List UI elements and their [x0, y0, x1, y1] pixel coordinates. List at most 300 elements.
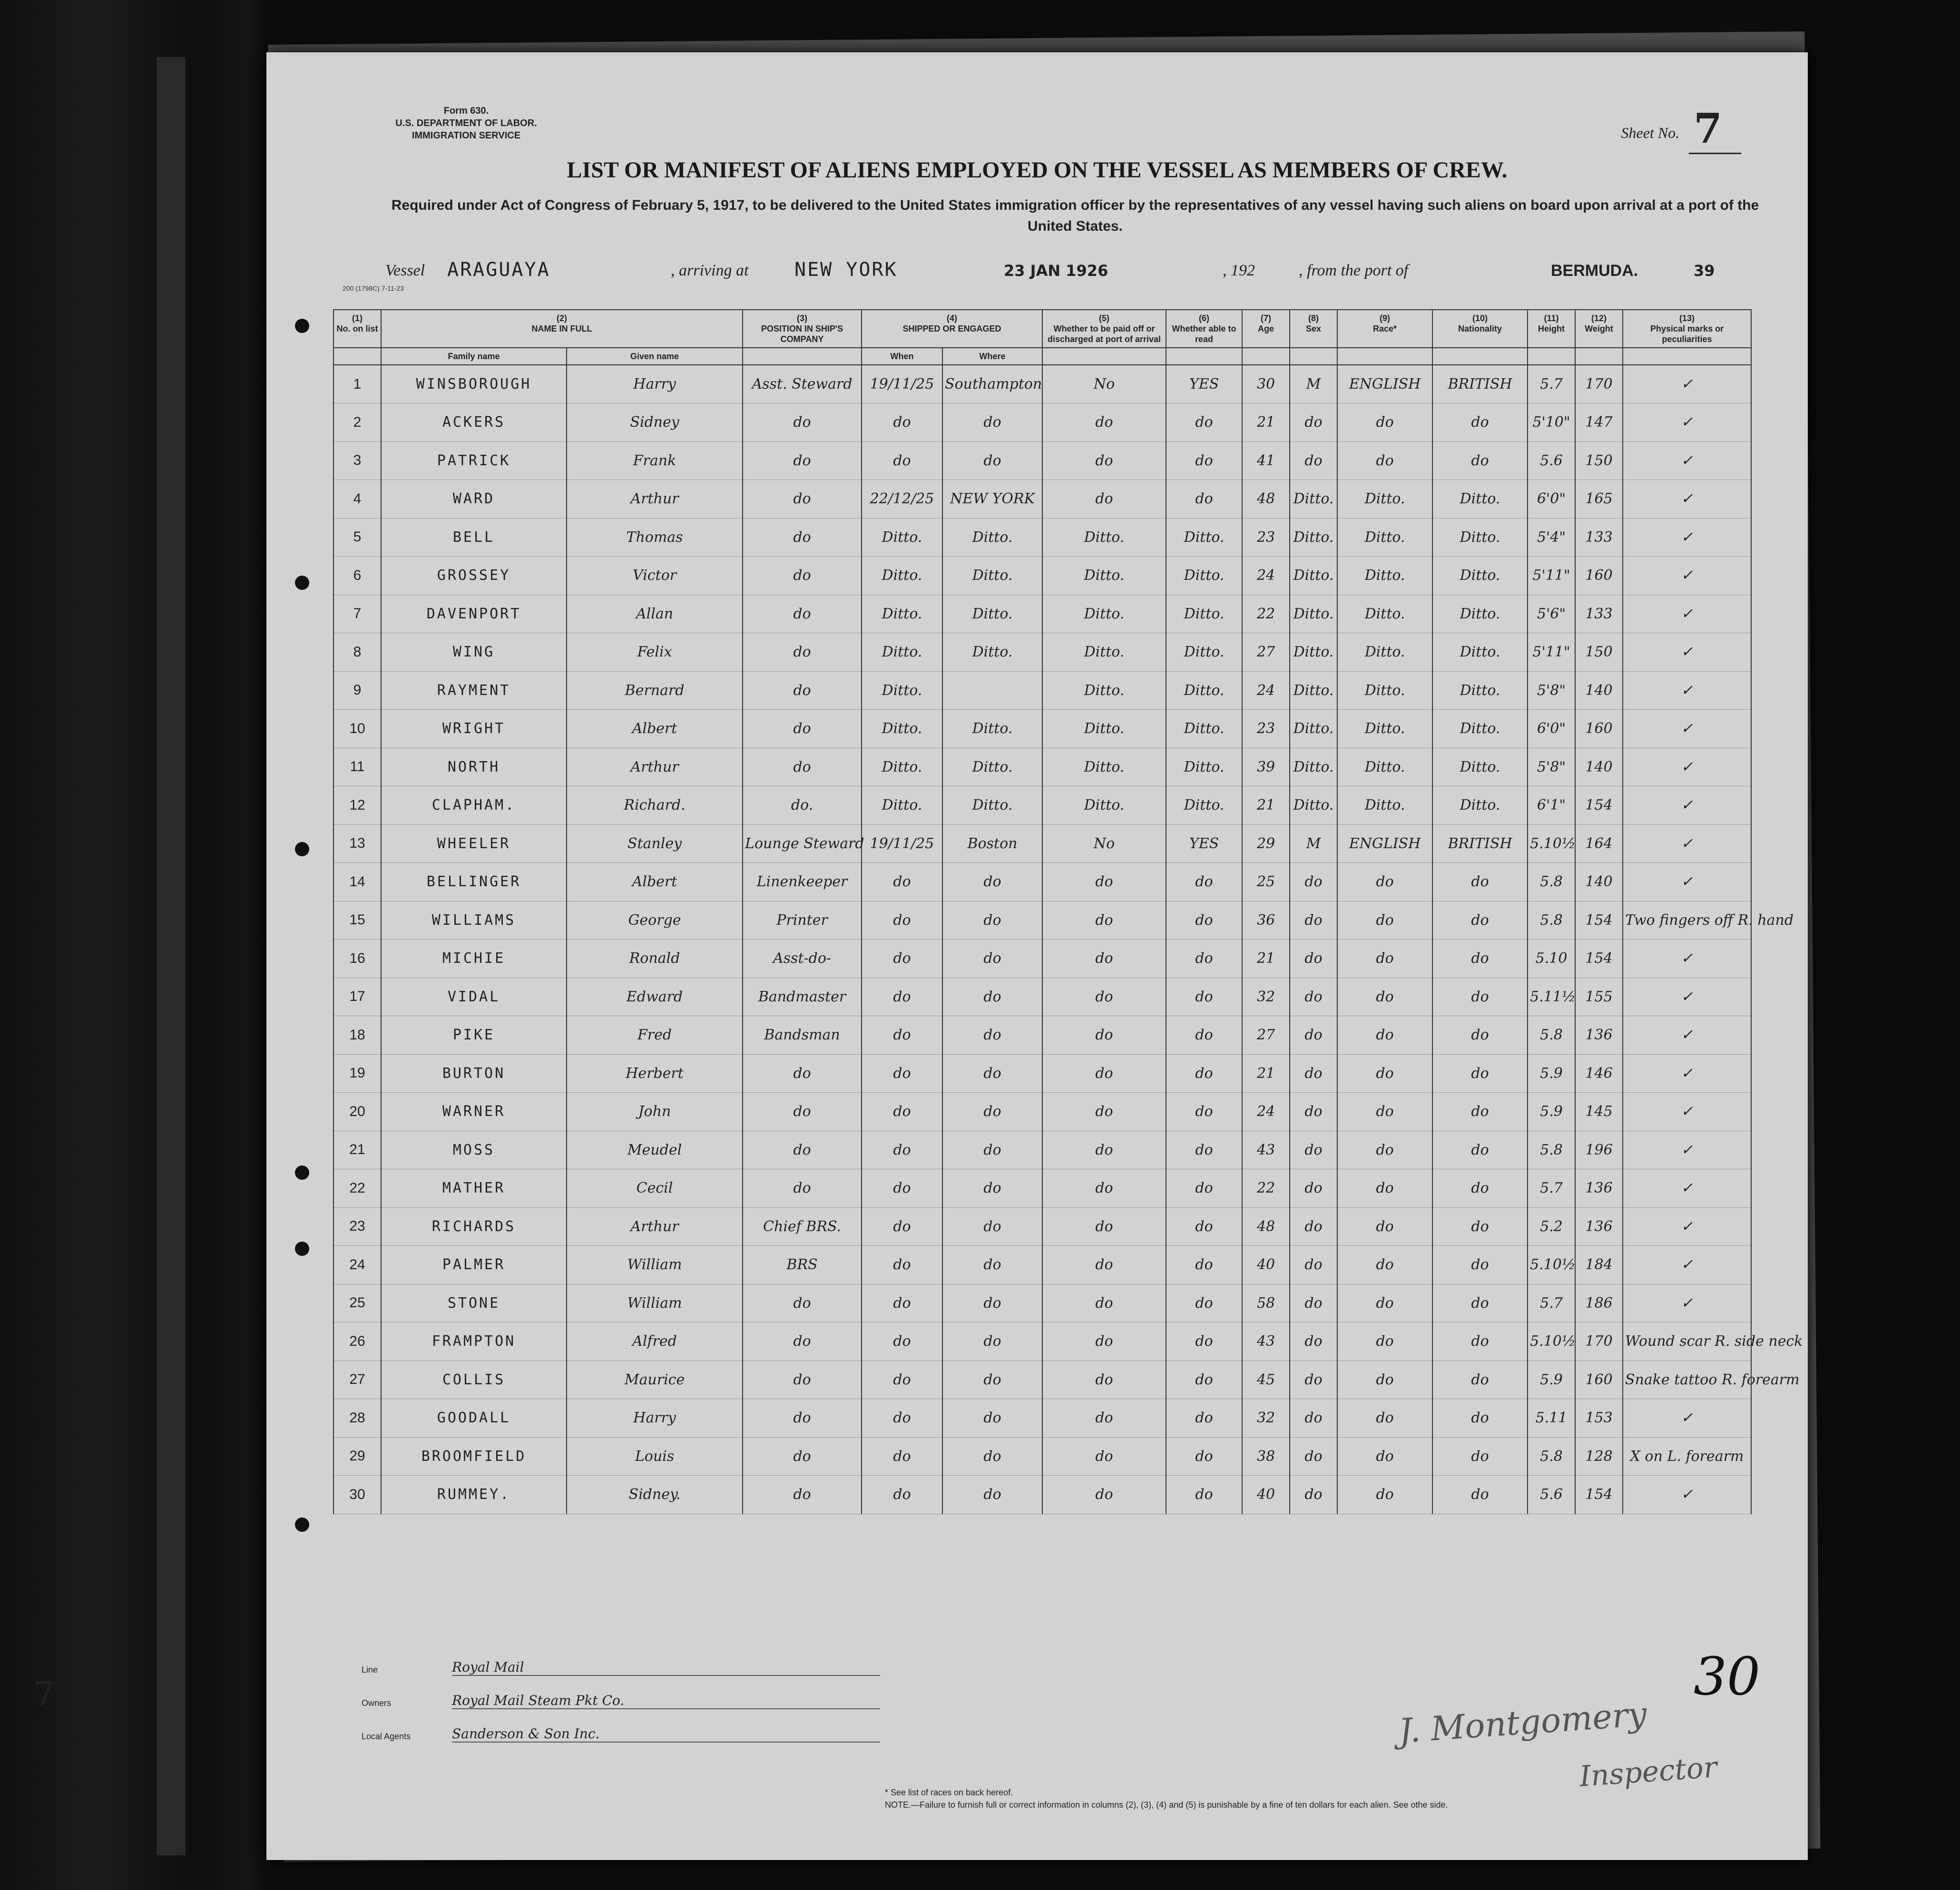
family-name-cell: WHEELER	[381, 824, 567, 863]
col-11-header: (11) Height	[1528, 310, 1575, 348]
age-cell: 27	[1242, 1016, 1290, 1055]
shipped-where-cell: do	[942, 978, 1042, 1016]
physical-marks-cell: Snake tattoo R. forearm	[1623, 1361, 1751, 1399]
col-9-header: (9) Race*	[1337, 310, 1432, 348]
age-cell: 23	[1242, 710, 1290, 748]
age-cell: 45	[1242, 1361, 1290, 1399]
given-name-cell: Sidney.	[567, 1476, 743, 1514]
sex-cell: do	[1290, 1246, 1337, 1284]
weight-cell: 140	[1575, 671, 1623, 710]
table-row	[333, 1246, 1751, 1284]
race-cell: Ditto.	[1337, 748, 1432, 786]
row-number-cell: 11	[333, 748, 381, 786]
row-number-cell: 5	[333, 518, 381, 557]
row-number-cell: 14	[333, 863, 381, 901]
able-to-read-cell: Ditto.	[1166, 710, 1242, 748]
nationality-cell: do	[1432, 1399, 1528, 1438]
position-cell: do	[743, 671, 862, 710]
nationality-cell: do	[1432, 403, 1528, 442]
given-name-cell: George	[567, 901, 743, 940]
physical-marks-cell: ✓	[1623, 1476, 1751, 1514]
shipped-when-cell: Ditto.	[862, 786, 942, 825]
able-to-read-cell: do	[1166, 901, 1242, 940]
shipped-when-cell: 19/11/25	[862, 365, 942, 403]
race-cell: Ditto.	[1337, 786, 1432, 825]
paid-off-cell: do	[1042, 1437, 1166, 1476]
shipped-where-cell: do	[942, 1322, 1042, 1361]
table-row	[333, 1093, 1751, 1131]
paid-off-cell: do	[1042, 480, 1166, 519]
position-cell: do	[743, 1169, 862, 1208]
race-cell: do	[1337, 901, 1432, 940]
paid-off-cell: Ditto.	[1042, 595, 1166, 633]
height-cell: 5'6"	[1528, 595, 1575, 633]
agents-value: Sanderson & Son Inc.	[452, 1726, 880, 1743]
given-name-cell: Victor	[567, 557, 743, 595]
age-cell: 58	[1242, 1284, 1290, 1322]
position-cell: do	[743, 1476, 862, 1514]
physical-marks-cell: ✓	[1623, 1169, 1751, 1208]
col-6-header: (6) Whether able to read	[1166, 310, 1242, 348]
position-cell: do	[743, 1284, 862, 1322]
shipped-when-cell: do	[862, 1169, 942, 1208]
weight-cell: 136	[1575, 1016, 1623, 1055]
row-number-cell: 19	[333, 1054, 381, 1093]
shipped-when-cell: do	[862, 1437, 942, 1476]
age-cell: 39	[1242, 748, 1290, 786]
height-cell: 5.7	[1528, 365, 1575, 403]
height-cell: 5.8	[1528, 1437, 1575, 1476]
height-cell: 5.7	[1528, 1169, 1575, 1208]
shipped-where-cell: do	[942, 1207, 1042, 1246]
shipped-when-cell: do	[862, 1284, 942, 1322]
given-name-cell: Alfred	[567, 1322, 743, 1361]
table-row	[333, 671, 1751, 710]
physical-marks-cell: ✓	[1623, 403, 1751, 442]
height-cell: 6'0"	[1528, 710, 1575, 748]
table-row	[333, 1169, 1751, 1208]
column-number-row	[333, 310, 1751, 348]
able-to-read-cell: do	[1166, 1016, 1242, 1055]
table-row	[333, 1476, 1751, 1514]
row-number-cell: 27	[333, 1361, 381, 1399]
footnotes	[885, 1786, 1789, 1811]
paid-off-cell: do	[1042, 403, 1166, 442]
height-cell: 5.9	[1528, 1361, 1575, 1399]
sub-header-blank	[1623, 348, 1751, 365]
age-cell: 27	[1242, 633, 1290, 672]
paid-off-cell: do	[1042, 901, 1166, 940]
table-row	[333, 1207, 1751, 1246]
row-number-cell: 9	[333, 671, 381, 710]
height-cell: 5.9	[1528, 1054, 1575, 1093]
weight-cell: 154	[1575, 940, 1623, 978]
nationality-cell: do	[1432, 441, 1528, 480]
weight-cell: 170	[1575, 1322, 1623, 1361]
height-cell: 5.10½	[1528, 824, 1575, 863]
physical-marks-cell: ✓	[1623, 1399, 1751, 1438]
given-name-cell: Allan	[567, 595, 743, 633]
shipped-when-cell: do	[862, 1016, 942, 1055]
physical-marks-cell: ✓	[1623, 824, 1751, 863]
family-name-cell: WING	[381, 633, 567, 672]
sub-header-row	[333, 348, 1751, 365]
paid-off-cell: do	[1042, 1207, 1166, 1246]
family-name-cell: GOODALL	[381, 1399, 567, 1438]
race-cell: Ditto.	[1337, 518, 1432, 557]
shipped-where-cell	[942, 671, 1042, 710]
sex-cell: do	[1290, 1284, 1337, 1322]
family-name-cell: WARD	[381, 480, 567, 519]
age-cell: 32	[1242, 978, 1290, 1016]
sex-cell: Ditto.	[1290, 786, 1337, 825]
position-cell: Asst-do-	[743, 940, 862, 978]
race-cell: do	[1337, 1093, 1432, 1131]
shipped-when-cell: do	[862, 1476, 942, 1514]
shipped-when-cell: do	[862, 978, 942, 1016]
weight-cell: 165	[1575, 480, 1623, 519]
shipped-when-cell: do	[862, 1054, 942, 1093]
position-cell: do	[743, 710, 862, 748]
sub-header-blank	[1528, 348, 1575, 365]
sub-header-blank	[1290, 348, 1337, 365]
given-name-cell: Albert	[567, 710, 743, 748]
able-to-read-cell: do	[1166, 1322, 1242, 1361]
position-cell: Linenkeeper	[743, 863, 862, 901]
sub-header-blank	[1337, 348, 1432, 365]
sex-cell: do	[1290, 1093, 1337, 1131]
age-cell: 21	[1242, 940, 1290, 978]
weight-cell: 133	[1575, 595, 1623, 633]
weight-cell: 160	[1575, 1361, 1623, 1399]
paid-off-cell: do	[1042, 1131, 1166, 1169]
position-cell: Printer	[743, 901, 862, 940]
row-number-cell: 3	[333, 441, 381, 480]
physical-marks-cell: ✓	[1623, 557, 1751, 595]
table-row	[333, 940, 1751, 978]
physical-marks-cell: ✓	[1623, 786, 1751, 825]
able-to-read-cell: do	[1166, 1169, 1242, 1208]
weight-cell: 155	[1575, 978, 1623, 1016]
shipped-where-cell: do	[942, 1246, 1042, 1284]
from-port: BERMUDA.	[1551, 262, 1638, 280]
weight-cell: 153	[1575, 1399, 1623, 1438]
race-cell: do	[1337, 1016, 1432, 1055]
physical-marks-cell: ✓	[1623, 1284, 1751, 1322]
given-name-cell: Edward	[567, 978, 743, 1016]
agents-label: Local Agents	[362, 1732, 411, 1741]
able-to-read-cell: do	[1166, 940, 1242, 978]
family-name-cell: MOSS	[381, 1131, 567, 1169]
sex-cell: do	[1290, 1361, 1337, 1399]
height-cell: 6'0"	[1528, 480, 1575, 519]
shipped-where-cell: do	[942, 940, 1042, 978]
punch-hole	[295, 576, 309, 590]
weight-cell: 154	[1575, 901, 1623, 940]
family-name-cell: PATRICK	[381, 441, 567, 480]
age-cell: 48	[1242, 480, 1290, 519]
race-cell: Ditto.	[1337, 633, 1432, 672]
shipped-when-cell: do	[862, 1361, 942, 1399]
given-name-cell: Bernard	[567, 671, 743, 710]
family-name-cell: BROOMFIELD	[381, 1437, 567, 1476]
shipped-when-cell: Ditto.	[862, 671, 942, 710]
given-name-cell: Fred	[567, 1016, 743, 1055]
when-header: When	[862, 348, 942, 365]
shipped-when-cell: Ditto.	[862, 518, 942, 557]
family-name-cell: WINSBOROUGH	[381, 365, 567, 403]
shipped-when-cell: do	[862, 1093, 942, 1131]
punch-hole	[295, 1518, 309, 1532]
nationality-cell: Ditto.	[1432, 710, 1528, 748]
able-to-read-cell: do	[1166, 1284, 1242, 1322]
table-row	[333, 403, 1751, 442]
family-name-cell: BURTON	[381, 1054, 567, 1093]
col-1-header: (1) No. on list	[333, 310, 381, 348]
sex-cell: do	[1290, 1054, 1337, 1093]
paid-off-cell: do	[1042, 1093, 1166, 1131]
row-number-cell: 15	[333, 901, 381, 940]
able-to-read-cell: Ditto.	[1166, 633, 1242, 672]
position-cell: do	[743, 557, 862, 595]
shipped-where-cell: do	[942, 1437, 1042, 1476]
sex-cell: do	[1290, 1169, 1337, 1208]
age-cell: 30	[1242, 365, 1290, 403]
position-cell: do	[743, 1093, 862, 1131]
family-name-cell: WILLIAMS	[381, 901, 567, 940]
table-row	[333, 1284, 1751, 1322]
family-name-cell: FRAMPTON	[381, 1322, 567, 1361]
age-cell: 21	[1242, 786, 1290, 825]
sex-cell: do	[1290, 1322, 1337, 1361]
nationality-cell: Ditto.	[1432, 518, 1528, 557]
sex-cell: do	[1290, 940, 1337, 978]
weight-cell: 184	[1575, 1246, 1623, 1284]
row-number-cell: 7	[333, 595, 381, 633]
given-name-cell: Cecil	[567, 1169, 743, 1208]
paid-off-cell: Ditto.	[1042, 633, 1166, 672]
sex-cell: Ditto.	[1290, 710, 1337, 748]
table-row	[333, 978, 1751, 1016]
owners-value: Royal Mail Steam Pkt Co.	[452, 1693, 880, 1709]
shipped-where-cell: Southampton	[942, 365, 1042, 403]
races-note: * See list of races on back hereof.	[885, 1788, 1013, 1797]
binder-edge	[157, 57, 186, 1855]
nationality-cell: Ditto.	[1432, 595, 1528, 633]
shipped-when-cell: do	[862, 403, 942, 442]
table-row	[333, 557, 1751, 595]
table-row	[333, 748, 1751, 786]
position-cell: Asst. Steward	[743, 365, 862, 403]
age-cell: 21	[1242, 1054, 1290, 1093]
paid-off-cell: do	[1042, 1476, 1166, 1514]
position-cell: Lounge Steward	[743, 824, 862, 863]
height-cell: 5.6	[1528, 441, 1575, 480]
given-name-cell: Arthur	[567, 748, 743, 786]
race-cell: Ditto.	[1337, 710, 1432, 748]
position-cell: do	[743, 1131, 862, 1169]
race-cell: do	[1337, 1054, 1432, 1093]
given-name-cell: Frank	[567, 441, 743, 480]
nationality-cell: do	[1432, 1476, 1528, 1514]
sex-cell: do	[1290, 1207, 1337, 1246]
physical-marks-cell: ✓	[1623, 1016, 1751, 1055]
given-name-cell: Richard.	[567, 786, 743, 825]
physical-marks-cell: ✓	[1623, 863, 1751, 901]
shipped-where-cell: do	[942, 1093, 1042, 1131]
physical-marks-cell: ✓	[1623, 1207, 1751, 1246]
height-cell: 5.8	[1528, 1131, 1575, 1169]
table-row	[333, 441, 1751, 480]
shipped-where-cell: do	[942, 403, 1042, 442]
table-row	[333, 824, 1751, 863]
able-to-read-cell: do	[1166, 978, 1242, 1016]
shipped-when-cell: do	[862, 1322, 942, 1361]
table-row	[333, 595, 1751, 633]
table-row	[333, 1399, 1751, 1438]
family-name-cell: RICHARDS	[381, 1207, 567, 1246]
paid-off-cell: do	[1042, 863, 1166, 901]
sex-cell: Ditto.	[1290, 633, 1337, 672]
race-cell: do	[1337, 1361, 1432, 1399]
height-cell: 5.6	[1528, 1476, 1575, 1514]
position-cell: do	[743, 595, 862, 633]
shipped-when-cell: do	[862, 1131, 942, 1169]
able-to-read-cell: do	[1166, 1093, 1242, 1131]
height-cell: 5'8"	[1528, 748, 1575, 786]
race-cell: do	[1337, 1246, 1432, 1284]
physical-marks-cell: X on L. forearm	[1623, 1437, 1751, 1476]
sub-header-blank	[1166, 348, 1242, 365]
height-cell: 6'1"	[1528, 786, 1575, 825]
row-number-cell: 6	[333, 557, 381, 595]
shipped-when-cell: do	[862, 940, 942, 978]
able-to-read-cell: YES	[1166, 365, 1242, 403]
crew-manifest-table	[333, 309, 1803, 1514]
line-label: Line	[362, 1665, 378, 1675]
shipped-where-cell: Ditto.	[942, 786, 1042, 825]
nationality-cell: do	[1432, 1016, 1528, 1055]
height-cell: 5.11	[1528, 1399, 1575, 1438]
row-number-cell: 28	[333, 1399, 381, 1438]
department: U.S. DEPARTMENT OF LABOR.	[395, 118, 537, 128]
age-cell: 25	[1242, 863, 1290, 901]
able-to-read-cell: do	[1166, 863, 1242, 901]
family-name-cell: COLLIS	[381, 1361, 567, 1399]
height-cell: 5.8	[1528, 1016, 1575, 1055]
row-number-cell: 12	[333, 786, 381, 825]
given-name-cell: Felix	[567, 633, 743, 672]
race-cell: do	[1337, 863, 1432, 901]
able-to-read-cell: do	[1166, 1437, 1242, 1476]
position-cell: do	[743, 633, 862, 672]
age-cell: 36	[1242, 901, 1290, 940]
given-name-cell: Herbert	[567, 1054, 743, 1093]
sub-header-blank	[743, 348, 862, 365]
able-to-read-cell: do	[1166, 1361, 1242, 1399]
row-number-cell: 23	[333, 1207, 381, 1246]
weight-cell: 196	[1575, 1131, 1623, 1169]
col-4-header: (4) SHIPPED OR ENGAGED	[862, 310, 1042, 348]
year-label: , 192	[1223, 262, 1255, 279]
nationality-cell: do	[1432, 940, 1528, 978]
shipped-when-cell: do	[862, 1246, 942, 1284]
height-cell: 5.9	[1528, 1093, 1575, 1131]
col-8-header: (8) Sex	[1290, 310, 1337, 348]
weight-cell: 170	[1575, 365, 1623, 403]
physical-marks-cell: ✓	[1623, 1054, 1751, 1093]
shipped-where-cell: do	[942, 1476, 1042, 1514]
weight-cell: 160	[1575, 710, 1623, 748]
weight-cell: 145	[1575, 1093, 1623, 1131]
sex-cell: do	[1290, 1437, 1337, 1476]
shipped-where-cell: do	[942, 1169, 1042, 1208]
shipped-where-cell: do	[942, 1016, 1042, 1055]
shipped-when-cell: do	[862, 441, 942, 480]
paid-off-cell: do	[1042, 441, 1166, 480]
able-to-read-cell: do	[1166, 1399, 1242, 1438]
paid-off-cell: Ditto.	[1042, 518, 1166, 557]
row-number-cell: 29	[333, 1437, 381, 1476]
col-2-header: (2) NAME IN FULL	[381, 310, 743, 348]
physical-marks-cell: ✓	[1623, 748, 1751, 786]
given-name-cell: Harry	[567, 1399, 743, 1438]
race-cell: Ditto.	[1337, 595, 1432, 633]
sex-cell: Ditto.	[1290, 595, 1337, 633]
col-7-header: (7) Age	[1242, 310, 1290, 348]
shipped-where-cell: do	[942, 1399, 1042, 1438]
nationality-cell: Ditto.	[1432, 786, 1528, 825]
family-name-cell: MICHIE	[381, 940, 567, 978]
form-header	[371, 105, 561, 142]
age-cell: 41	[1242, 441, 1290, 480]
sex-cell: M	[1290, 824, 1337, 863]
sex-cell: Ditto.	[1290, 748, 1337, 786]
sub-header-blank	[1242, 348, 1290, 365]
shipped-where-cell: do	[942, 863, 1042, 901]
nationality-cell: Ditto.	[1432, 748, 1528, 786]
given-name-cell: Albert	[567, 863, 743, 901]
paid-off-cell: do	[1042, 1361, 1166, 1399]
col-10-header: (10) Nationality	[1432, 310, 1528, 348]
race-cell: ENGLISH	[1337, 365, 1432, 403]
shipped-where-cell: Ditto.	[942, 633, 1042, 672]
sheet-number	[1621, 105, 1741, 153]
age-cell: 40	[1242, 1246, 1290, 1284]
height-cell: 5'11"	[1528, 557, 1575, 595]
able-to-read-cell: do	[1166, 403, 1242, 442]
family-name-cell: NORTH	[381, 748, 567, 786]
table-row	[333, 863, 1751, 901]
height-cell: 5.8	[1528, 863, 1575, 901]
table-row	[333, 1016, 1751, 1055]
family-name-cell: BELL	[381, 518, 567, 557]
weight-cell: 154	[1575, 1476, 1623, 1514]
race-cell: ENGLISH	[1337, 824, 1432, 863]
able-to-read-cell: Ditto.	[1166, 595, 1242, 633]
vessel-name: ARAGUAYA	[447, 259, 550, 281]
table-row	[333, 365, 1751, 403]
nationality-cell: Ditto.	[1432, 671, 1528, 710]
able-to-read-cell: Ditto.	[1166, 557, 1242, 595]
paid-off-cell: Ditto.	[1042, 557, 1166, 595]
given-name-cell: Louis	[567, 1437, 743, 1476]
shipped-where-cell: do	[942, 1361, 1042, 1399]
age-cell: 24	[1242, 671, 1290, 710]
sub-header-blank	[333, 348, 381, 365]
given-name-cell: John	[567, 1093, 743, 1131]
age-cell: 24	[1242, 557, 1290, 595]
